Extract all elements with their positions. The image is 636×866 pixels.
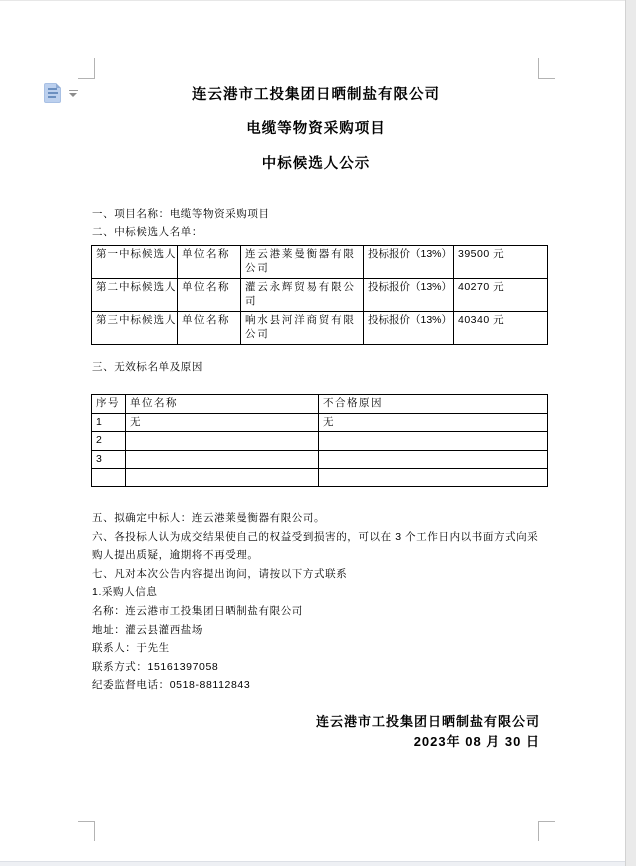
candidate-price-cell: 40340 元 bbox=[454, 312, 548, 345]
invalid-index-cell bbox=[92, 469, 126, 487]
table-header-row bbox=[92, 395, 548, 414]
title-notice: 中标候选人公示 bbox=[261, 156, 371, 172]
paste-icon-fold bbox=[56, 83, 61, 88]
dropdown-arrow-icon[interactable] bbox=[69, 90, 78, 98]
invalid-reason-cell bbox=[319, 469, 548, 487]
candidate-rank-cell: 第三中标候选人 bbox=[92, 312, 178, 345]
candidate-field-cell: 单位名称 bbox=[178, 312, 241, 345]
contact-address: 地址：灌云县灌西盐场 bbox=[92, 623, 203, 636]
candidate-price-label-cell: 投标报价（13%） bbox=[364, 246, 454, 279]
table-row bbox=[92, 279, 548, 312]
page-top-edge bbox=[0, 0, 636, 1]
invalid-index-cell: 3 bbox=[92, 450, 126, 469]
candidate-company-cell: 连云港莱曼衡器有限公司 bbox=[241, 246, 364, 279]
section-objection: 六、各投标人认为成交结果使自己的权益受到损害的，可以在 3 个工作日内以书面方式向采购人提出质疑，逾期将不再受理。 bbox=[92, 530, 539, 562]
paste-icon-line bbox=[48, 96, 56, 98]
invalid-header-reason: 不合格原因 bbox=[319, 395, 548, 414]
crop-mark-bottom-right-v bbox=[538, 821, 539, 841]
invalid-company-cell bbox=[126, 469, 319, 487]
invalid-index-cell: 1 bbox=[92, 413, 126, 432]
candidate-field-cell: 单位名称 bbox=[178, 279, 241, 312]
invalid-reason-cell: 无 bbox=[319, 413, 548, 432]
invalid-bids-table bbox=[91, 394, 548, 487]
contact-person: 联系人：于先生 bbox=[92, 642, 170, 655]
candidate-rank-cell: 第二中标候选人 bbox=[92, 279, 178, 312]
candidate-company-cell: 灌云永辉贸易有限公司 bbox=[241, 279, 364, 312]
signature-company: 连云港市工投集团日晒制盐有限公司 bbox=[315, 714, 540, 729]
crop-mark-top-right-v bbox=[538, 58, 539, 78]
notice-paragraphs bbox=[92, 509, 544, 695]
title-project: 电缆等物资采购项目 bbox=[246, 121, 386, 137]
section-winner: 五、拟确定中标人：连云港莱曼衡器有限公司。 bbox=[92, 512, 326, 524]
paste-icon-line bbox=[48, 88, 57, 90]
invalid-company-cell: 无 bbox=[126, 413, 319, 432]
contact-phone: 联系方式：15161397058 bbox=[92, 660, 219, 673]
section-project-name: 一、项目名称：电缆等物资采购项目 bbox=[92, 208, 270, 220]
section-invalid-heading: 三、无效标名单及原因 bbox=[92, 361, 203, 373]
contact-heading: 1.采购人信息 bbox=[92, 586, 158, 599]
section-candidates-heading: 二、中标候选人名单： bbox=[92, 226, 203, 238]
candidate-company-cell: 响水县河洋商贸有限公司 bbox=[241, 312, 364, 345]
section-inquiry: 七、凡对本次公告内容提出询问，请按以下方式联系 bbox=[92, 567, 348, 580]
candidate-rank-cell: 第一中标候选人 bbox=[92, 246, 178, 279]
contact-name: 名称：连云港市工投集团日晒制盐有限公司 bbox=[92, 604, 303, 617]
crop-mark-top-right-h bbox=[538, 78, 555, 79]
table-row bbox=[92, 246, 548, 279]
candidate-field-cell: 单位名称 bbox=[178, 246, 241, 279]
title-company: 连云港市工投集团日晒制盐有限公司 bbox=[192, 87, 440, 103]
right-gutter bbox=[625, 0, 636, 866]
signature-date: 2023年 08 月 30 日 bbox=[413, 734, 540, 749]
candidate-price-label-cell: 投标报价（13%） bbox=[364, 279, 454, 312]
invalid-index-cell: 2 bbox=[92, 432, 126, 451]
paste-options-icon[interactable] bbox=[44, 83, 61, 103]
candidate-price-cell: 40270 元 bbox=[454, 279, 548, 312]
candidates-table bbox=[91, 245, 548, 345]
invalid-reason-cell bbox=[319, 450, 548, 469]
paste-options-button[interactable] bbox=[42, 82, 82, 106]
invalid-company-cell bbox=[126, 450, 319, 469]
table-row bbox=[92, 413, 548, 432]
crop-mark-bottom-left-v bbox=[94, 821, 95, 841]
contact-supervision: 纪委监督电话：0518-88112843 bbox=[92, 679, 251, 692]
crop-mark-bottom-right-h bbox=[538, 821, 555, 822]
invalid-company-cell bbox=[126, 432, 319, 451]
crop-mark-top-left-h bbox=[78, 78, 95, 79]
candidate-price-cell: 39500 元 bbox=[454, 246, 548, 279]
table-row bbox=[92, 450, 548, 469]
candidate-price-label-cell: 投标报价（13%） bbox=[364, 312, 454, 345]
signature-block bbox=[94, 712, 540, 752]
invalid-reason-cell bbox=[319, 432, 548, 451]
crop-mark-bottom-left-h bbox=[78, 821, 95, 822]
bottom-gutter bbox=[0, 861, 625, 866]
crop-mark-top-left-v bbox=[94, 58, 95, 78]
table-row bbox=[92, 312, 548, 345]
table-row bbox=[92, 432, 548, 451]
invalid-header-index: 序号 bbox=[92, 395, 126, 414]
paste-icon-line bbox=[48, 92, 58, 94]
invalid-header-company: 单位名称 bbox=[126, 395, 319, 414]
table-row bbox=[92, 469, 548, 487]
